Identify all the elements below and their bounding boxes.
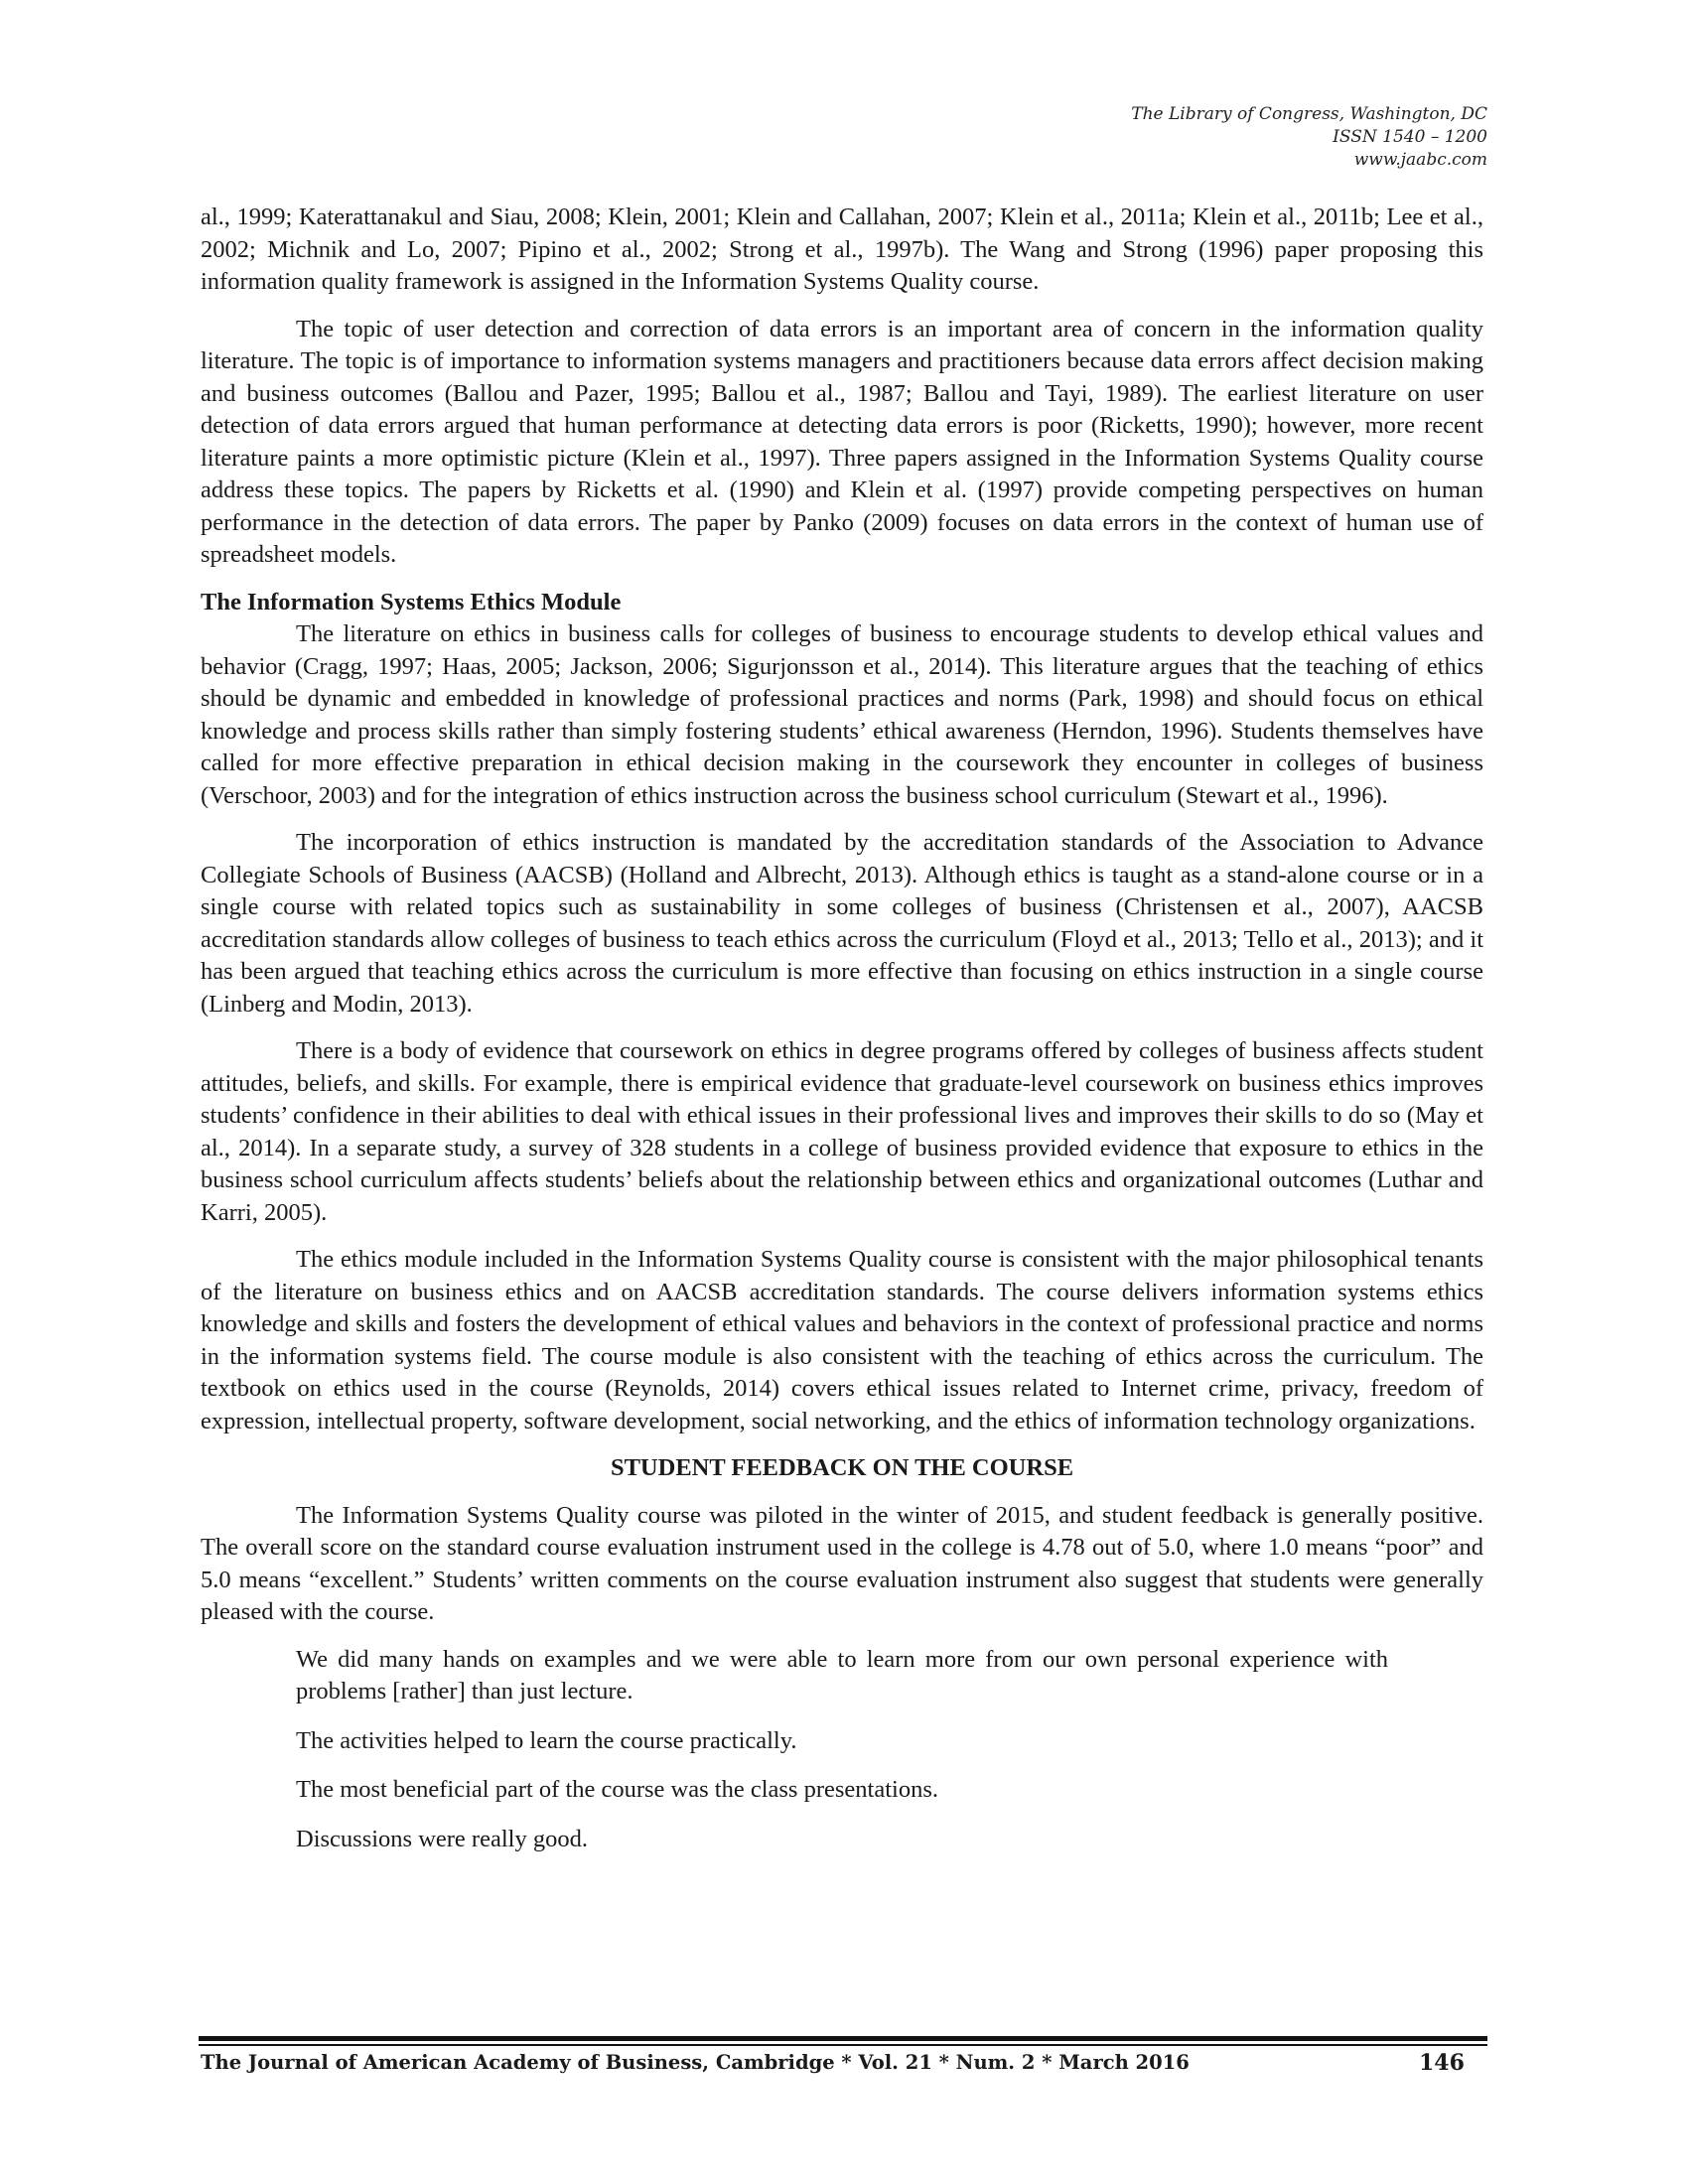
student-quotes xyxy=(296,1644,1388,1856)
running-header xyxy=(1131,103,1487,172)
student-quote: We did many hands on examples and we were able to learn more from our own personal experience with problems [rather] than just lecture. xyxy=(296,1645,1388,1705)
student-quote: The activities helped to learn the course practically. xyxy=(296,1726,797,1754)
student-quote: The most beneficial part of the course was the class presentations. xyxy=(296,1776,938,1803)
header-website-line: www.jaabc.com xyxy=(1353,150,1487,170)
footer-journal-citation: The Journal of American Academy of Business, Cambridge * Vol. 21 * Num. 2 * March 2016 xyxy=(201,2051,1190,2074)
page-number: 146 xyxy=(1419,2050,1465,2076)
header-library-line: The Library of Congress, Washington, DC xyxy=(1131,104,1487,124)
body-paragraph: The incorporation of ethics instruction is mandated by the accreditation standards of the Association to Advance Collegiate Schools of Business (AACSB) (Holland and Albrecht, 2013). Although ethics is taught as a stand-alone course or in a single course with related topics such as sustainability in some colleges of business (Christensen et al., 2007), AACSB accreditation standards allow colleges of business to teach ethics across the curriculum (Floyd et al., 2013; Tello et al., 2013); and it has been argued that teaching ethics across the curriculum is more effective than focusing on ethics instruction in a single course (Linberg and Modin, 2013). xyxy=(201,829,1483,1018)
student-feedback-heading: STUDENT FEEDBACK ON THE COURSE xyxy=(610,1454,1074,1481)
header-issn-line: ISSN 1540 – 1200 xyxy=(1333,127,1487,147)
body-paragraph: There is a body of evidence that coursework on ethics in degree programs offered by colleges of business affects student attitudes, beliefs, and skills. For example, there is empirical evidence that graduate-level coursework on business ethics improves students’ confidence in their abilities to deal with ethical issues in their professional lives and improves their skills to do so (May et al., 2014). In a separate study, a survey of 328 students in a college of business provided evidence that exposure to ethics in the business school curriculum affects students’ beliefs about the relationship between ethics and organizational outcomes (Luthar and Karri, 2005). xyxy=(201,1037,1483,1226)
body-paragraph: al., 1999; Katerattanakul and Siau, 2008; Klein, 2001; Klein and Callahan, 2007; Klein et al., 2011a; Klein et al., 2011b; Lee et al., 2002; Michnik and Lo, 2007; Pipino et al., 2002; Strong et al., 1997b). The Wang and Strong (1996) paper proposing this information quality framework is assigned in the Information Systems Quality course. xyxy=(201,204,1483,295)
student-quote: Discussions were really good. xyxy=(296,1825,588,1852)
body-paragraph: The literature on ethics in business calls for colleges of business to encourage students to develop ethical values and behavior (Cragg, 1997; Haas, 2005; Jackson, 2006; Sigurjonsson et al., 2014). This literature argues that the teaching of ethics should be dynamic and embedded in knowledge of professional practices and norms (Park, 1998) and should focus on ethical knowledge and process skills rather than simply fostering students’ ethical awareness (Herndon, 1996). Students themselves have called for more effective preparation in ethical decision making in the coursework they encounter in colleges of business (Verschoor, 2003) and for the integration of ethics instruction across the business school curriculum (Stewart et al., 1996). xyxy=(201,620,1483,809)
ethics-module-heading: The Information Systems Ethics Module xyxy=(201,588,622,615)
article-body xyxy=(201,202,1483,1872)
footer-divider-thin xyxy=(199,2044,1487,2046)
body-paragraph: The ethics module included in the Information Systems Quality course is consistent with the major philosophical tenants of the literature on business ethics and on AACSB accreditation standards. The course delivers information systems ethics knowledge and skills and fosters the development of ethical values and behaviors in the context of professional practice and norms in the information systems field. The course module is also consistent with the teaching of ethics across the curriculum. The textbook on ethics used in the course (Reynolds, 2014) covers ethical issues related to Internet crime, privacy, freedom of expression, intellectual property, software development, social networking, and the ethics of information technology organizations. xyxy=(201,1246,1483,1434)
footer-divider-thick xyxy=(199,2036,1487,2041)
body-paragraph: The topic of user detection and correction of data errors is an important area of concern in the information quality literature. The topic is of importance to information systems managers and practitioners because data errors affect decision making and business outcomes (Ballou and Pazer, 1995; Ballou et al., 1987; Ballou and Tayi, 1989). The earliest literature on user detection of data errors argued that human performance at detecting data errors is poor (Ricketts, 1990); however, more recent literature paints a more optimistic picture (Klein et al., 1997). Three papers assigned in the Information Systems Quality course address these topics. The papers by Ricketts et al. (1990) and Klein et al. (1997) provide competing perspectives on human performance in the detection of data errors. The paper by Panko (2009) focuses on data errors in the context of human use of spreadsheet models. xyxy=(201,315,1483,568)
body-paragraph: The Information Systems Quality course was piloted in the winter of 2015, and student feedback is generally positive. The overall score on the standard course evaluation instrument used in the college is 4.78 out of 5.0, where 1.0 means “poor” and 5.0 means “excellent.” Students’ written comments on the course evaluation instrument also suggest that students were generally pleased with the course. xyxy=(201,1501,1483,1625)
